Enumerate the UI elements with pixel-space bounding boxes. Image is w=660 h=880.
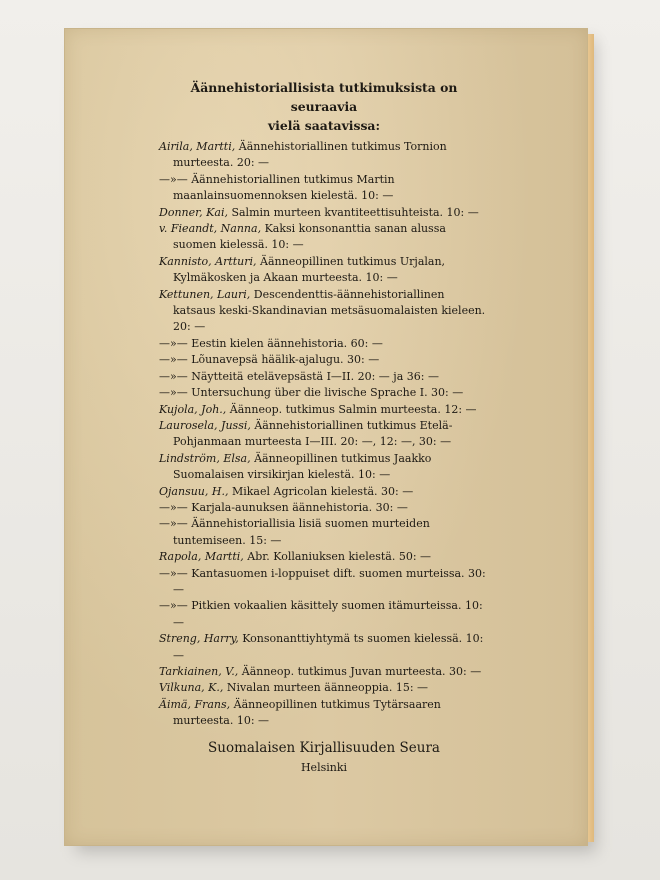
entry-text: Äänneopillinen tutkimus Jaakko Suomalaisen virsikirjan kielestä. 10: — (173, 451, 432, 482)
heading-line-2: vielä saatavissa: (267, 118, 381, 133)
entry-author: Kannisto, Artturi, (159, 254, 257, 268)
entry-text: Abr. Kollaniuksen kielestä. 50: — (243, 550, 432, 564)
entries-list (159, 139, 489, 730)
list-item (159, 336, 489, 352)
entry-author: Donner, Kai, (159, 205, 228, 219)
list-item (159, 205, 489, 221)
list-item (159, 500, 489, 516)
entry-author: Ojansuu, H., (159, 484, 229, 498)
list-item (159, 385, 489, 401)
list-item (159, 631, 489, 664)
entry-text: —»— Äännehistoriallinen tutkimus Martin maanlainsuomennoksen kielestä. 10: — (159, 172, 395, 203)
entry-author: Laurosela, Jussi, (159, 418, 251, 432)
list-heading (159, 78, 489, 135)
list-item (159, 484, 489, 500)
list-item (159, 172, 489, 205)
publisher-city: Helsinki (300, 760, 348, 774)
entry-author: Äimä, Frans, (159, 697, 231, 711)
list-item (159, 418, 489, 451)
entry-text: Kaksi konsonanttia sanan alussa suomen kielessä. 10: — (173, 222, 446, 252)
list-item (159, 287, 489, 336)
list-item (159, 598, 489, 631)
entry-text: —»— Karjala-aunuksen äännehistoria. 30: — (159, 500, 408, 514)
list-item (159, 451, 489, 484)
entry-text: —»— Untersuchung über die livische Sprache I. 30: — (159, 386, 464, 400)
list-item (159, 369, 489, 385)
list-item (159, 254, 489, 287)
book-back-cover (64, 28, 588, 846)
entry-text: Mikael Agricolan kielestä. 30: — (228, 484, 414, 498)
entry-text: Nivalan murteen äänneoppia. 15: — (223, 681, 429, 695)
list-item (159, 139, 489, 172)
list-item (159, 664, 489, 680)
entry-text: Äänneop. tutkimus Salmin murteesta. 12: — (226, 402, 477, 416)
entry-text: —»— Äännehistoriallisia lisiä suomen murteiden tuntemiseen. 15: — (159, 517, 430, 547)
page-edge (588, 34, 594, 842)
entry-text: Äänneopillinen tutkimus Tytärsaaren murteesta. 10: — (173, 697, 441, 728)
entry-text: Äänneopillinen tutkimus Urjalan, Kylmäkosken ja Akaan murteesta. 10: — (173, 254, 446, 285)
entry-author: Vilkuna, K., (159, 681, 224, 695)
list-item (159, 697, 489, 730)
list-item (159, 516, 489, 549)
publisher-name: Suomalaisen Kirjallisuuden Seura (208, 739, 440, 756)
entry-text: Descendenttis-äännehistoriallinen katsaus keski-Skandinavian metsäsuomalaisten kieleen. 20: — (173, 287, 486, 334)
entry-text: —»— Lõunavepsä häälik-ajalugu. 30: — (159, 353, 380, 367)
publication-list (159, 78, 489, 778)
entry-author: Rapola, Martti, (159, 550, 244, 564)
entry-author: Lindström, Elsa, (159, 451, 251, 465)
list-item (159, 221, 489, 254)
list-item (159, 680, 489, 696)
entry-text: Salmin murteen kvantiteettisuhteista. 10: — (227, 205, 479, 219)
entry-author: Kujola, Joh., (159, 402, 227, 416)
entry-author: v. Fieandt, Nanna, (159, 222, 262, 236)
list-item (159, 566, 489, 599)
list-item (159, 402, 489, 418)
entry-text: —»— Pitkien vokaalien käsittely suomen itämurteissa. 10: — (159, 599, 483, 629)
entry-text: Äännehistoriallinen tutkimus Etelä-Pohjanmaan murteesta I—III. 20: —, 12: —, 30: — (173, 418, 453, 449)
list-item (159, 352, 489, 368)
heading-line-1: Äännehistoriallisista tutkimuksista on seuraavia (190, 80, 458, 114)
entry-text: —»— Eestin kielen äännehistoria. 60: — (159, 336, 383, 350)
entry-text: —»— Näytteitä etelävepsästä I—II. 20: — ja 36: — (159, 369, 439, 383)
entry-author: Tarkiainen, V., (159, 665, 239, 678)
entry-author: Streng, Harry, (159, 632, 239, 646)
publisher-footer (159, 738, 489, 778)
entry-author: Kettunen, Lauri, (159, 287, 251, 301)
list-item (159, 549, 489, 565)
entry-author: Airila, Martti, (159, 140, 236, 153)
entry-text: —»— Kantasuomen i-loppuiset dift. suomen murteissa. 30: — (159, 566, 486, 596)
entry-text: Äännehistoriallinen tutkimus Tornion murteesta. 20: — (173, 140, 447, 170)
entry-text: Äänneop. tutkimus Juvan murteesta. 30: — (238, 665, 482, 678)
entry-text: Konsonanttiyhtymä ts suomen kielessä. 10: — (173, 632, 484, 662)
